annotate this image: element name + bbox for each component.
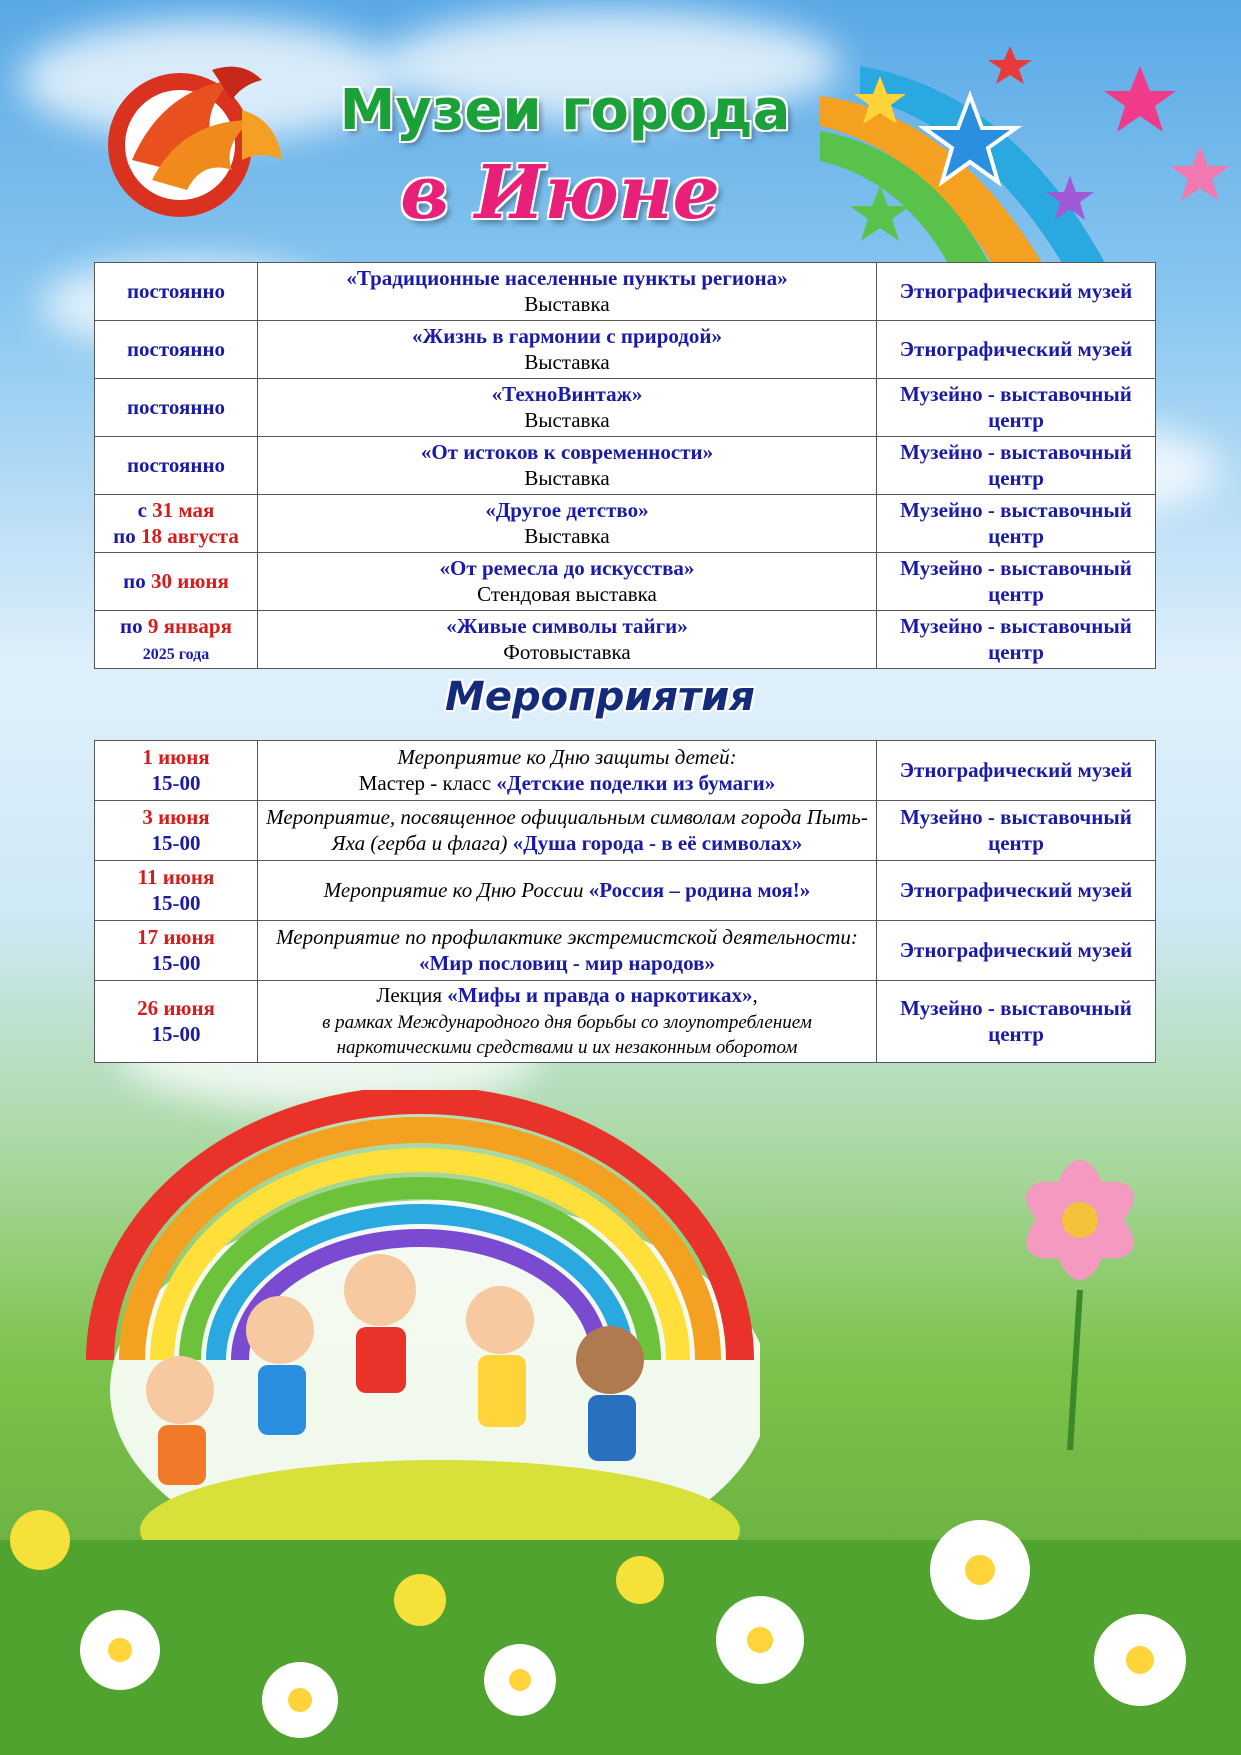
events-section-title: Мероприятия (445, 674, 755, 720)
meadow-flowers-icon (0, 1420, 1241, 1755)
exhibition-row (95, 553, 1156, 611)
exhibition-row (95, 611, 1156, 669)
title-line-2: в Июне (400, 150, 720, 236)
exhibition-date: по 30 июня (95, 553, 258, 611)
exhibition-info (258, 495, 877, 553)
exhibition-title: «Другое детство» (485, 497, 649, 522)
exhibition-venue: Музейно - выставочный центр (877, 495, 1156, 553)
event-venue: Этнографический музей (877, 921, 1156, 981)
events-table (94, 740, 1156, 1063)
exhibition-type: Выставка (524, 465, 610, 490)
exhibition-info (258, 263, 877, 321)
exhibition-date: постоянно (95, 379, 258, 437)
event-description: Лекция «Мифы и правда о наркотиках», в рамках Международного дня борьбы со злоупотреблением наркотическими средствами и их незаконным оборотом (258, 981, 877, 1063)
exhibition-title: «Традиционные населенные пункты региона» (346, 265, 788, 290)
exhibition-type: Выставка (524, 349, 610, 374)
exhibition-date: с 31 мая по 18 августа (95, 495, 258, 553)
event-time: 15-00 (151, 830, 201, 855)
exhibition-row (95, 321, 1156, 379)
event-time: 15-00 (151, 890, 201, 915)
event-venue: Музейно - выставочный центр (877, 981, 1156, 1063)
event-date: 17 июня (137, 924, 215, 949)
event-venue: Музейно - выставочный центр (877, 801, 1156, 861)
exhibition-date: постоянно (95, 437, 258, 495)
title-line-1: Музеи города (339, 78, 791, 143)
event-date: 1 июня (142, 744, 210, 769)
event-description: Мероприятие ко Дню России «Россия – родина моя!» (258, 861, 877, 921)
event-date: 11 июня (137, 864, 215, 889)
exhibition-title: «Живые символы тайги» (446, 613, 688, 638)
exhibition-venue: Этнографический музей (877, 263, 1156, 321)
pink-flower-icon (960, 1150, 1220, 1450)
exhibition-type: Выставка (524, 291, 610, 316)
exhibition-type: Выставка (524, 407, 610, 432)
event-date: 26 июня (137, 995, 215, 1020)
event-venue: Этнографический музей (877, 741, 1156, 801)
exhibition-title: «От истоков к современности» (420, 439, 714, 464)
event-row (95, 741, 1156, 801)
exhibition-title: «От ремесла до искусства» (439, 555, 695, 580)
phoenix-logo-icon (92, 50, 288, 220)
exhibition-date: по 9 января 2025 года (95, 611, 258, 669)
exhibition-info (258, 379, 877, 437)
exhibition-date: постоянно (95, 321, 258, 379)
event-time: 15-00 (151, 770, 201, 795)
exhibition-type: Выставка (524, 523, 610, 548)
exhibition-row (95, 263, 1156, 321)
exhibition-row (95, 437, 1156, 495)
event-date-time (95, 921, 258, 981)
exhibition-title: «Жизнь в гармонии с природой» (411, 323, 723, 348)
exhibition-row (95, 495, 1156, 553)
exhibition-venue: Этнографический музей (877, 321, 1156, 379)
exhibition-type: Стендовая выставка (477, 581, 657, 606)
event-description: Мероприятие ко Дню защиты детей: Мастер - класс «Детские поделки из бумаги» (258, 741, 877, 801)
exhibition-venue: Музейно - выставочный центр (877, 611, 1156, 669)
event-time: 15-00 (151, 950, 201, 975)
event-date: 3 июня (142, 804, 210, 829)
event-venue: Этнографический музей (877, 861, 1156, 921)
event-row (95, 981, 1156, 1063)
exhibition-venue: Музейно - выставочный центр (877, 553, 1156, 611)
exhibitions-table (94, 262, 1156, 669)
event-description: Мероприятие по профилактике экстремистской деятельности: «Мир пословиц - мир народов» (258, 921, 877, 981)
event-row (95, 921, 1156, 981)
exhibition-date: постоянно (95, 263, 258, 321)
exhibition-info (258, 437, 877, 495)
event-row (95, 861, 1156, 921)
event-time: 15-00 (151, 1021, 201, 1046)
exhibition-row (95, 379, 1156, 437)
event-date-time (95, 861, 258, 921)
event-date-time (95, 741, 258, 801)
event-date-time (95, 801, 258, 861)
event-row (95, 801, 1156, 861)
exhibition-venue: Музейно - выставочный центр (877, 437, 1156, 495)
exhibition-type: Фотовыставка (503, 639, 631, 664)
exhibition-info (258, 321, 877, 379)
event-date-time (95, 981, 258, 1063)
exhibition-title: «ТехноВинтаж» (491, 381, 643, 406)
exhibition-venue: Музейно - выставочный центр (877, 379, 1156, 437)
exhibition-info (258, 553, 877, 611)
event-description: Мероприятие, посвященное официальным символам города Пыть-Яха (герба и флага) «Душа города - в её символах» (258, 801, 877, 861)
exhibition-info (258, 611, 877, 669)
